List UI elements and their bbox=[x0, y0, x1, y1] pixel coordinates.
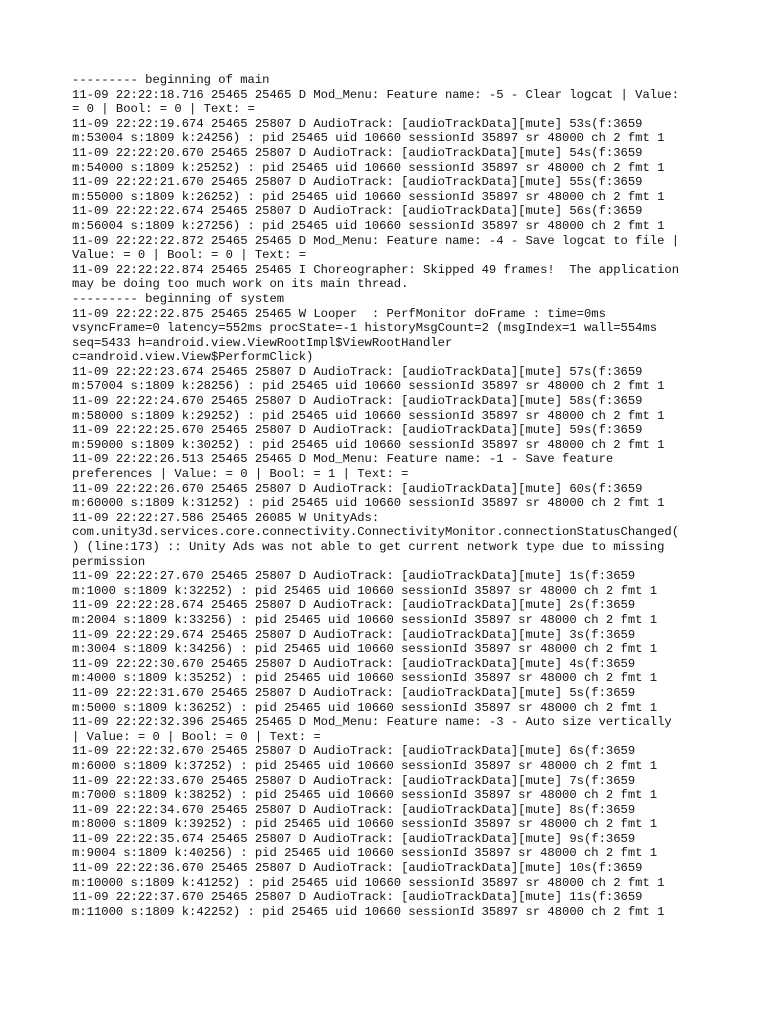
log-line: 11-09 22:22:30.670 25465 25807 D AudioTrack: [audioTrackData][mute] 4s(f:3659 bbox=[72, 656, 636, 671]
log-line: 11-09 22:22:24.670 25465 25807 D AudioTrack: [audioTrackData][mute] 58s(f:3659 bbox=[72, 394, 643, 409]
log-line: 11-09 22:22:22.875 25465 25465 W Looper : PerfMonitor doFrame : time=0ms bbox=[72, 306, 606, 321]
log-line: 11-09 22:22:31.670 25465 25807 D AudioTrack: [audioTrackData][mute] 5s(f:3659 bbox=[72, 685, 636, 700]
log-line: 11-09 22:22:20.670 25465 25807 D AudioTrack: [audioTrackData][mute] 54s(f:3659 bbox=[72, 145, 643, 160]
log-line: 11-09 22:22:36.670 25465 25807 D AudioTrack: [audioTrackData][mute] 10s(f:3659 bbox=[72, 861, 643, 876]
log-line: Value: = 0 | Bool: = 0 | Text: = bbox=[72, 248, 307, 263]
log-line: m:11000 s:1809 k:42252) : pid 25465 uid 10660 sessionId 35897 sr 48000 ch 2 fmt 1 bbox=[72, 904, 665, 919]
log-line: --------- beginning of system bbox=[72, 291, 285, 306]
log-line: 11-09 22:22:18.716 25465 25465 D Mod_Menu: Feature name: -5 - Clear logcat | Value: bbox=[72, 87, 680, 102]
log-line: m:53004 s:1809 k:24256) : pid 25465 uid 10660 sessionId 35897 sr 48000 ch 2 fmt 1 bbox=[72, 131, 665, 146]
log-line: 11-09 22:22:37.670 25465 25807 D AudioTrack: [audioTrackData][mute] 11s(f:3659 bbox=[72, 890, 643, 905]
log-line: 11-09 22:22:34.670 25465 25807 D AudioTrack: [audioTrackData][mute] 8s(f:3659 bbox=[72, 802, 636, 817]
log-line: c=android.view.View$PerformClick) bbox=[72, 350, 314, 365]
log-line: | Value: = 0 | Bool: = 0 | Text: = bbox=[72, 729, 321, 744]
log-line: preferences | Value: = 0 | Bool: = 1 | Text: = bbox=[72, 467, 409, 482]
log-line: m:6000 s:1809 k:37252) : pid 25465 uid 10660 sessionId 35897 sr 48000 ch 2 fmt 1 bbox=[72, 758, 658, 773]
log-line: 11-09 22:22:23.674 25465 25807 D AudioTrack: [audioTrackData][mute] 57s(f:3659 bbox=[72, 364, 643, 379]
log-line: 11-09 22:22:29.674 25465 25807 D AudioTrack: [audioTrackData][mute] 3s(f:3659 bbox=[72, 627, 636, 642]
log-line: m:58000 s:1809 k:29252) : pid 25465 uid 10660 sessionId 35897 sr 48000 ch 2 fmt 1 bbox=[72, 408, 665, 423]
log-line: m:56004 s:1809 k:27256) : pid 25465 uid 10660 sessionId 35897 sr 48000 ch 2 fmt 1 bbox=[72, 218, 665, 233]
log-line: m:7000 s:1809 k:38252) : pid 25465 uid 10660 sessionId 35897 sr 48000 ch 2 fmt 1 bbox=[72, 788, 658, 803]
log-line: m:8000 s:1809 k:39252) : pid 25465 uid 10660 sessionId 35897 sr 48000 ch 2 fmt 1 bbox=[72, 817, 658, 832]
log-line: m:55000 s:1809 k:26252) : pid 25465 uid 10660 sessionId 35897 sr 48000 ch 2 fmt 1 bbox=[72, 189, 665, 204]
log-line: ) (line:173) :: Unity Ads was not able to get current network type due to missing bbox=[72, 540, 665, 554]
log-line: m:9004 s:1809 k:40256) : pid 25465 uid 10660 sessionId 35897 sr 48000 ch 2 fmt 1 bbox=[72, 846, 658, 861]
log-line: m:3004 s:1809 k:34256) : pid 25465 uid 10660 sessionId 35897 sr 48000 ch 2 fmt 1 bbox=[72, 642, 658, 657]
log-line: 11-09 22:22:32.396 25465 25465 D Mod_Menu: Feature name: -3 - Auto size vertically bbox=[72, 715, 672, 730]
log-line: vsyncFrame=0 latency=552ms procState=-1 historyMsgCount=2 (msgIndex=1 wall=554ms bbox=[72, 321, 658, 336]
log-line: m:59000 s:1809 k:30252) : pid 25465 uid 10660 sessionId 35897 sr 48000 ch 2 fmt 1 bbox=[72, 437, 665, 452]
log-line: may be doing too much work on its main thread. bbox=[72, 277, 409, 292]
log-line: 11-09 22:22:21.670 25465 25807 D AudioTrack: [audioTrackData][mute] 55s(f:3659 bbox=[72, 175, 643, 190]
log-line: com.unity3d.services.core.connectivity.ConnectivityMonitor.connectionStatusChanged( bbox=[72, 525, 680, 540]
log-line: seq=5433 h=android.view.ViewRootImpl$ViewRootHandler bbox=[72, 335, 453, 350]
log-line: m:5000 s:1809 k:36252) : pid 25465 uid 10660 sessionId 35897 sr 48000 ch 2 fmt 1 bbox=[72, 700, 658, 715]
log-line: 11-09 22:22:26.513 25465 25465 D Mod_Menu: Feature name: -1 - Save feature bbox=[72, 452, 614, 467]
log-line: 11-09 22:22:22.674 25465 25807 D AudioTrack: [audioTrackData][mute] 56s(f:3659 bbox=[72, 204, 643, 219]
log-line: = 0 | Bool: = 0 | Text: = bbox=[72, 102, 255, 117]
log-line: 11-09 22:22:33.670 25465 25807 D AudioTrack: [audioTrackData][mute] 7s(f:3659 bbox=[72, 773, 636, 788]
log-line: 11-09 22:22:32.670 25465 25807 D AudioTrack: [audioTrackData][mute] 6s(f:3659 bbox=[72, 744, 636, 759]
log-line: m:2004 s:1809 k:33256) : pid 25465 uid 10660 sessionId 35897 sr 48000 ch 2 fmt 1 bbox=[72, 612, 658, 627]
log-line: 11-09 22:22:26.670 25465 25807 D AudioTrack: [audioTrackData][mute] 60s(f:3659 bbox=[72, 481, 643, 496]
log-line: 11-09 22:22:22.872 25465 25465 D Mod_Menu: Feature name: -4 - Save logcat to file | bbox=[72, 233, 680, 248]
log-line: m:60000 s:1809 k:31252) : pid 25465 uid 10660 sessionId 35897 sr 48000 ch 2 fmt 1 bbox=[72, 496, 665, 511]
log-line: 11-09 22:22:22.874 25465 25465 I Choreographer: Skipped 49 frames! The application bbox=[72, 262, 680, 277]
log-line: m:54000 s:1809 k:25252) : pid 25465 uid 10660 sessionId 35897 sr 48000 ch 2 fmt 1 bbox=[72, 160, 665, 175]
log-line: m:10000 s:1809 k:41252) : pid 25465 uid 10660 sessionId 35897 sr 48000 ch 2 fmt 1 bbox=[72, 875, 665, 890]
log-line: permission bbox=[72, 554, 146, 569]
log-line: 11-09 22:22:27.670 25465 25807 D AudioTrack: [audioTrackData][mute] 1s(f:3659 bbox=[72, 569, 636, 584]
logcat-document bbox=[72, 73, 712, 919]
log-line: 11-09 22:22:19.674 25465 25807 D AudioTrack: [audioTrackData][mute] 53s(f:3659 bbox=[72, 116, 643, 131]
log-line: m:1000 s:1809 k:32252) : pid 25465 uid 10660 sessionId 35897 sr 48000 ch 2 fmt 1 bbox=[72, 583, 658, 598]
log-line: 11-09 22:22:35.674 25465 25807 D AudioTrack: [audioTrackData][mute] 9s(f:3659 bbox=[72, 831, 636, 846]
log-line: 11-09 22:22:27.586 25465 26085 W UnityAds: bbox=[72, 510, 380, 525]
log-line: 11-09 22:22:25.670 25465 25807 D AudioTrack: [audioTrackData][mute] 59s(f:3659 bbox=[72, 423, 643, 438]
log-line: --------- beginning of main bbox=[72, 73, 270, 87]
log-line: m:4000 s:1809 k:35252) : pid 25465 uid 10660 sessionId 35897 sr 48000 ch 2 fmt 1 bbox=[72, 671, 658, 686]
log-line: m:57004 s:1809 k:28256) : pid 25465 uid 10660 sessionId 35897 sr 48000 ch 2 fmt 1 bbox=[72, 379, 665, 394]
log-line: 11-09 22:22:28.674 25465 25807 D AudioTrack: [audioTrackData][mute] 2s(f:3659 bbox=[72, 598, 636, 613]
